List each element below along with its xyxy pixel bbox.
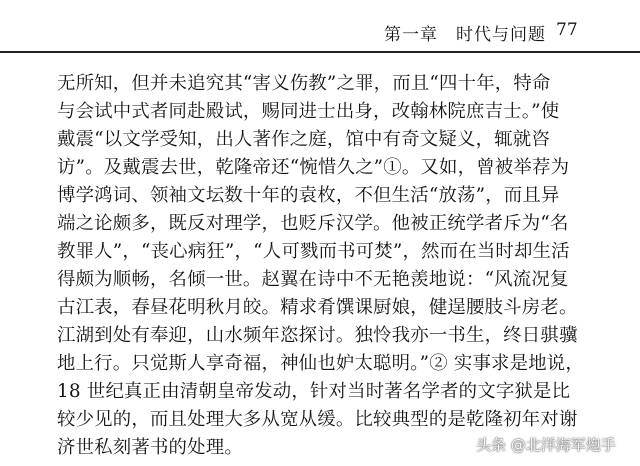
text-line: 无所知，但并未追究其“害义伤教”之罪，而且“四十年，特命 [57,73,551,94]
text-line: 地上行。只觉斯人享奇福，神仙也妒太聪明。”② 实事求是地说， [57,353,584,374]
text-line: 端之论颇多，既反对理学，也贬斥汉学。他被正统学者斥为“名 [57,213,569,234]
text-line: 与会试中式者同赴殿试，赐同进士出身，改翰林院庶吉士。”使 [57,101,560,122]
text-line: 江湖到处有奉迎，山水频年恣探讨。独怜我亦一书生，终日骐骥 [57,325,578,346]
text-line: 18 世纪真正由清朝皇帝发动，针对当时著名学者的文字狱是比 [57,381,571,402]
text-line: 古江表，春昼花明秋月皎。精求肴馔课厨娘，健逞腰肢斗房老。 [57,297,578,318]
text-line: 得颇为顺畅，名倾一世。赵翼在诗中不无艳羡地说：“风流况复 [57,269,569,290]
text-line: 教罪人”，“丧心病狂”，“人可戮而书可焚”，然而在当时却生活 [57,241,570,262]
header-rule [0,51,640,53]
chapter-title: 第一章 时代与问题 [384,25,546,45]
text-line: 博学鸿词、领袖文坛数十年的袁枚，不但生活“放荡”，而且异 [57,185,560,206]
text-line: 访”。及戴震去世，乾隆帝还“惋惜久之”①。又如，曾被举荐为 [57,157,570,178]
page-header [0,16,640,54]
text-line: 济世私刻著书的处理。 [57,437,243,458]
watermark: 头条 @北洋海军炮手 [476,436,616,454]
page-number: 77 [556,20,578,40]
text-line: 戴震“以文学受知，出人著作之庭，馆中有奇文疑义，辄就咨 [57,129,550,150]
text-line: 较少见的，而且处理大多从宽从缓。比较典型的是乾隆初年对谢 [57,409,578,430]
